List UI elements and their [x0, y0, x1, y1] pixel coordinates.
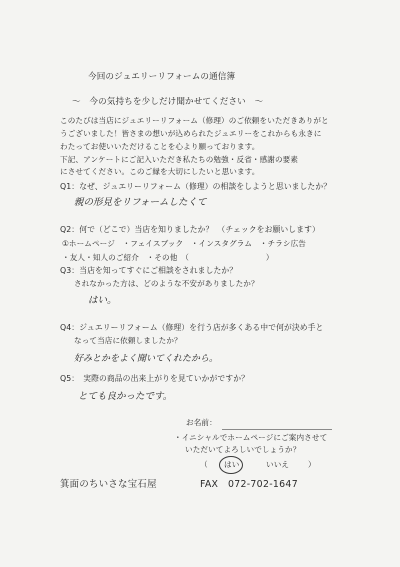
answer-1: 親の形見をリフォームしたくて	[74, 197, 207, 208]
question-2-options-2: ・友人・知人のご紹介 ・その他 （ ）	[62, 253, 274, 262]
question-1: Q1：なぜ、ジュエリーリフォーム（修理）の相談をしようと思いましたか？	[60, 182, 332, 191]
intro-line-2: うございました！皆さまの想いが込められたジュエリーをこれからも永きに	[60, 129, 322, 138]
question-3-followup: されなかった方は、どのような不安がありましたか？	[74, 279, 259, 288]
shop-name: 箕面のちいさな宝石屋	[60, 479, 157, 490]
intro-line-1: このたびは当店にジュエリーリフォーム（修理）のご依頼をいただきありがと	[60, 116, 329, 125]
yes-circle-mark	[219, 456, 243, 474]
question-3: Q3：当店を知ってすぐにご相談をされましたか？	[60, 266, 238, 275]
answer-4: 好みとかをよく聞いてくれたから。	[74, 354, 219, 364]
intro-line-5: にさせてください。このご縁を大切にしたいと思います。	[60, 167, 260, 176]
name-underline	[222, 429, 332, 430]
intro-line-3: わたってお使いいただけることを心より願っております。	[60, 142, 260, 151]
permission-question-2: いただいてよろしいでしょうか？	[185, 445, 301, 454]
fax-number: FAX 072-702-1647	[200, 479, 298, 490]
permission-open-paren: （	[200, 460, 208, 469]
question-2-options-1: ①ホームページ ・フェイスブック ・インスタグラム ・チラシ広告	[62, 239, 306, 248]
permission-question-1: ・イニシャルでホームページにご案内させて	[174, 433, 328, 442]
intro-line-4: 下記、アンケートにご記入いただき私たちの勉強・反省・感謝の要素	[60, 155, 299, 164]
answer-3: はい。	[88, 295, 117, 306]
permission-yes: はい	[224, 460, 240, 469]
permission-close-paren: ）	[308, 460, 316, 469]
page-subtitle: ～ 今の気持ちを少しだけ聞かせてください ～	[72, 97, 264, 107]
permission-no: いいえ	[266, 460, 290, 469]
answer-5: とても良かったです。	[78, 391, 173, 402]
name-label: お名前：	[186, 418, 217, 427]
question-5: Q5： 実際の商品の出来上がりを見ていかがですか？	[60, 374, 250, 383]
question-4-followup: なって当店に依頼しましたか？	[74, 336, 182, 345]
question-4: Q4：ジュエリーリフォーム（修理）を行う店が多くある中で何が決め手と	[60, 323, 324, 332]
page-title: 今回のジュエリーリフォームの通信簿	[88, 72, 236, 82]
question-2: Q2：何で（どこで）当店を知りましたか？ （チェックをお願いします）	[60, 225, 320, 234]
